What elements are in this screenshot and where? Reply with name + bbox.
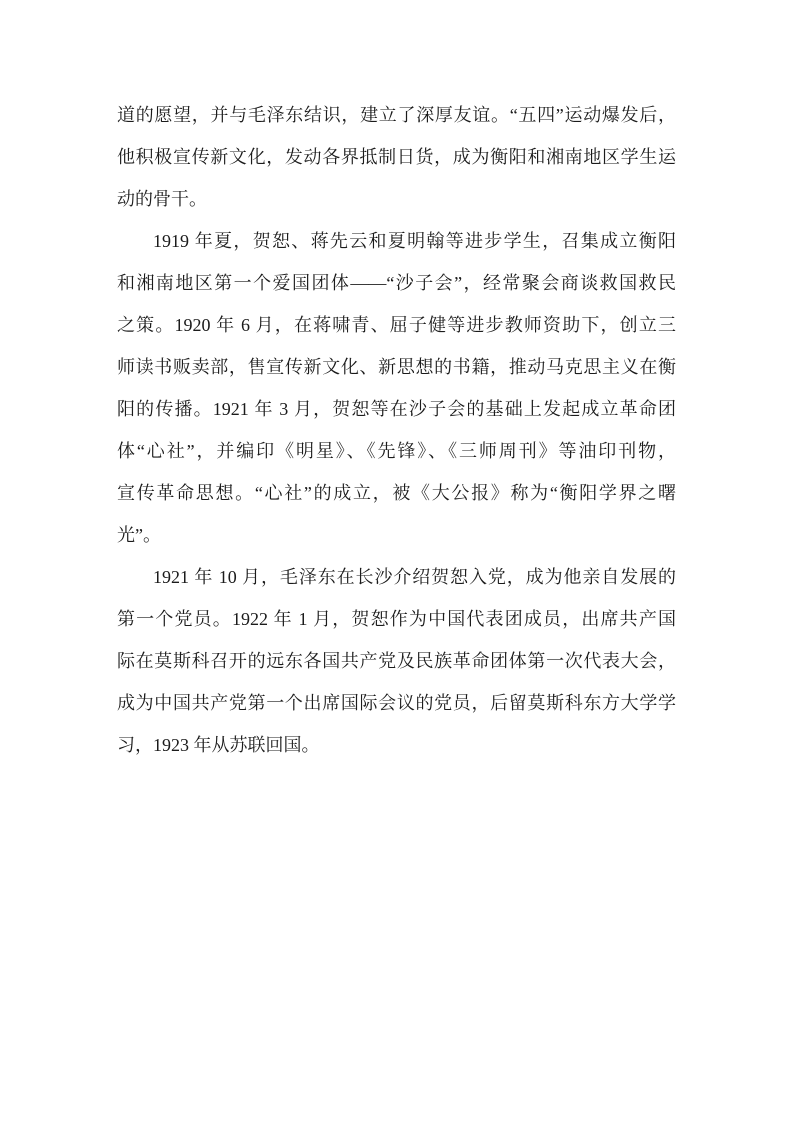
text-line: 习，1923 年从苏联回国。	[117, 735, 320, 755]
paragraph	[117, 220, 676, 556]
text-line: 阳的传播。1921 年 3 月，贺恕等在沙子会的基础上发起成立革命团	[117, 399, 676, 419]
text-line: 1919 年夏，贺恕、蒋先云和夏明翰等进步学生，召集成立衡阳	[153, 231, 676, 251]
paragraph	[117, 94, 676, 220]
text-line: 光”。	[117, 525, 161, 545]
text-line: 第一个党员。1922 年 1 月，贺恕作为中国代表团成员，出席共产国	[117, 609, 676, 629]
text-line: 宣传革命思想。“心社”的成立，被《大公报》称为“衡阳学界之曙	[117, 483, 676, 503]
text-line: 动的骨干。	[117, 189, 207, 209]
text-line: 体“心社”，并编印《明星》、《先锋》、《三师周刊》等油印刊物，	[117, 441, 676, 461]
paragraph	[117, 556, 676, 766]
text-block	[117, 94, 676, 766]
text-line: 他积极宣传新文化，发动各界抵制日货，成为衡阳和湘南地区学生运	[117, 147, 676, 167]
text-line: 1921 年 10 月，毛泽东在长沙介绍贺恕入党，成为他亲自发展的	[153, 567, 676, 587]
text-line: 际在莫斯科召开的远东各国共产党及民族革命团体第一次代表大会，	[117, 651, 676, 671]
text-line: 师读书贩卖部，售宣传新文化、新思想的书籍，推动马克思主义在衡	[117, 357, 676, 377]
text-line: 成为中国共产党第一个出席国际会议的党员，后留莫斯科东方大学学	[117, 693, 676, 713]
text-line: 和湘南地区第一个爱国团体——“沙子会”，经常聚会商谈救国救民	[117, 273, 676, 293]
text-line: 道的愿望，并与毛泽东结识，建立了深厚友谊。“五四”运动爆发后，	[117, 105, 676, 125]
text-line: 之策。1920 年 6 月，在蒋啸青、屈子健等进步教师资助下，创立三	[117, 315, 676, 335]
